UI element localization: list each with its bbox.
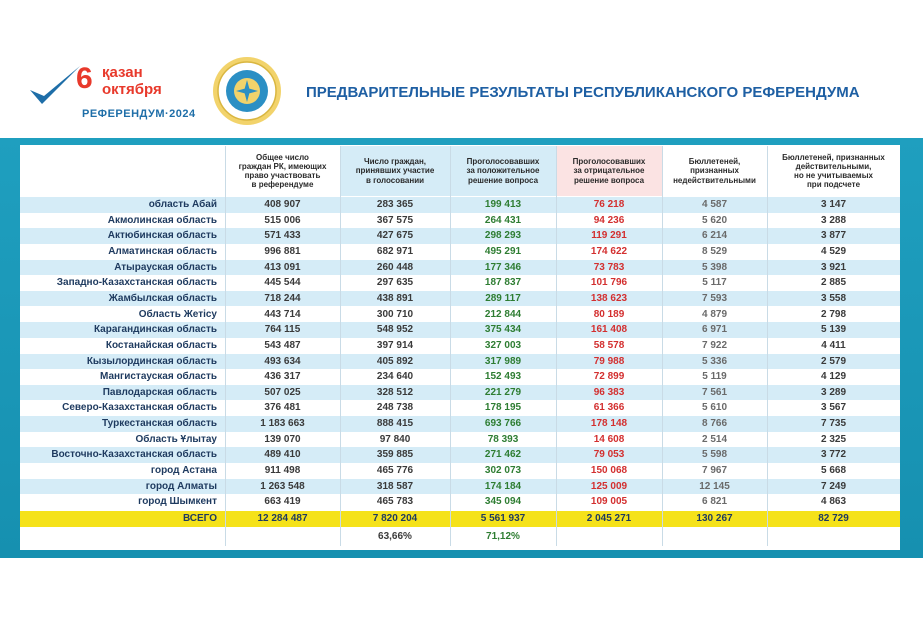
table-row <box>20 369 900 385</box>
column-header-line: право участвовать <box>244 171 321 180</box>
cell-col-2: 7 820 204 <box>372 513 418 524</box>
cell-col-3: 5 561 937 <box>480 513 526 524</box>
cell-col-3: 298 293 <box>484 230 522 242</box>
cell-col-3: 177 346 <box>484 261 522 273</box>
cell-col-4: 2 045 271 <box>586 513 632 524</box>
region-name: Мангистауская область <box>100 371 217 383</box>
total-label: ВСЕГО <box>182 513 217 524</box>
cell-col-4: 150 068 <box>590 465 628 477</box>
cell-col-3: 212 844 <box>484 308 522 320</box>
cell-col-4: 138 623 <box>590 292 628 304</box>
cell-col-1: 911 498 <box>264 465 301 477</box>
cell-col-5: 7 922 <box>701 339 728 351</box>
cell-col-1: 571 433 <box>264 230 301 242</box>
logo-line1: қазан <box>102 64 143 81</box>
cell-col-4: 61 366 <box>593 402 625 414</box>
cell-col-4: 58 578 <box>593 339 625 351</box>
table-row <box>20 400 900 416</box>
total-row <box>20 511 900 527</box>
region-name: Северо-Казахстанская область <box>62 402 217 414</box>
cell-col-3: 199 413 <box>484 199 522 210</box>
cell-col-2: 397 914 <box>376 339 414 351</box>
cell-col-1: 443 714 <box>264 308 301 320</box>
cell-col-4: 73 783 <box>593 261 625 273</box>
region-name: Жамбылская область <box>108 292 217 304</box>
column-header-line: недействительными <box>673 175 756 185</box>
cell-col-5: 2 514 <box>701 433 728 445</box>
cell-col-3: 152 493 <box>484 371 522 383</box>
table-row <box>20 213 900 229</box>
column-header-4 <box>556 146 662 196</box>
cell-col-2: 682 971 <box>376 245 414 257</box>
cell-col-2: 283 365 <box>376 199 414 210</box>
cell-col-1: 1 263 548 <box>260 480 305 492</box>
region-name: Павлодарская область <box>102 386 217 398</box>
cell-col-2: 548 952 <box>376 324 414 336</box>
logo-number: 6 <box>76 62 93 95</box>
region-name: Акмолинская область <box>107 214 217 226</box>
region-name: Туркестанская область <box>101 418 217 430</box>
cell-col-4: 178 148 <box>590 418 628 430</box>
table-row <box>20 322 900 338</box>
cell-col-6: 82 729 <box>818 513 849 524</box>
cell-col-6: 3 289 <box>820 386 847 398</box>
table-row <box>20 432 900 448</box>
region-name: Область Ұлытау <box>135 433 217 445</box>
column-header-line: Проголосовавших <box>572 157 646 167</box>
table-row <box>20 416 900 432</box>
cell-col-3: 375 434 <box>484 324 522 336</box>
cell-col-3: 271 462 <box>484 449 522 461</box>
cell-col-5: 7 593 <box>701 292 728 304</box>
cell-col-5: 7 967 <box>701 465 728 477</box>
cell-col-6: 5 139 <box>820 324 847 336</box>
cell-col-2: 318 587 <box>376 480 414 492</box>
cell-col-6: 4 129 <box>820 371 847 383</box>
cell-col-5: 130 267 <box>696 513 733 524</box>
cell-col-6: 3 772 <box>820 449 847 461</box>
cell-col-4: 76 218 <box>593 199 625 210</box>
cell-col-6: 5 668 <box>820 465 847 477</box>
cell-col-2: 465 783 <box>376 496 414 508</box>
cell-col-1: 996 881 <box>264 245 301 257</box>
region-name: Атырауская область <box>114 261 217 273</box>
column-divider <box>767 146 768 546</box>
cell-col-5: 4 879 <box>701 308 728 320</box>
cell-col-4: 94 236 <box>593 214 625 226</box>
column-header-line: за отрицательное <box>573 166 645 176</box>
cell-col-1: 376 481 <box>264 402 301 414</box>
cell-col-4: 101 796 <box>590 277 628 289</box>
percent-row <box>20 529 900 545</box>
region-name: Карагандинская область <box>93 324 217 336</box>
cell-col-3: 221 279 <box>484 386 522 398</box>
column-divider <box>662 146 663 546</box>
cell-col-1: 493 634 <box>264 355 301 367</box>
table-row <box>20 291 900 307</box>
cell-col-2: 888 415 <box>376 418 414 430</box>
region-name: Алматинская область <box>108 245 217 257</box>
column-header-1 <box>225 146 340 196</box>
column-header-line: но не учитываемых <box>793 171 873 180</box>
cell-col-2: 248 738 <box>376 402 414 414</box>
cell-col-4: 109 005 <box>590 496 628 508</box>
cell-col-3: 495 291 <box>484 245 522 257</box>
column-header-line: Бюллетеней, признанных <box>782 152 885 162</box>
cell-col-2: 97 840 <box>379 433 411 445</box>
cell-col-4: 79 988 <box>593 355 625 367</box>
cell-col-1: 489 410 <box>264 449 301 461</box>
cell-col-2: 234 640 <box>376 371 414 383</box>
cell-col-2: 438 891 <box>376 292 414 304</box>
turnout-percent: 63,66% <box>378 531 412 542</box>
cell-col-4: 161 408 <box>590 324 628 336</box>
region-name: Область Жетісу <box>138 308 217 320</box>
cell-col-4: 79 053 <box>593 449 625 461</box>
cell-col-2: 300 710 <box>376 308 414 320</box>
column-header-line: решение вопроса <box>467 175 539 185</box>
cell-col-6: 2 885 <box>820 277 847 289</box>
cell-col-6: 3 288 <box>820 214 847 226</box>
cell-col-1: 764 115 <box>264 324 301 336</box>
cell-col-3: 264 431 <box>484 214 522 226</box>
cell-col-6: 7 249 <box>820 480 847 492</box>
cell-col-4: 174 622 <box>590 245 628 257</box>
table-row <box>20 275 900 291</box>
cell-col-1: 1 183 663 <box>260 418 305 430</box>
cell-col-6: 4 863 <box>820 496 847 508</box>
cell-col-1: 445 544 <box>264 277 301 289</box>
cell-col-6: 3 558 <box>820 292 847 304</box>
cell-col-5: 5 117 <box>702 277 727 289</box>
cell-col-6: 3 147 <box>820 199 847 210</box>
cell-col-5: 4 587 <box>701 199 728 210</box>
commission-emblem-icon <box>212 56 282 126</box>
cell-col-6: 3 877 <box>820 230 847 242</box>
table-row <box>20 447 900 463</box>
cell-col-5: 12 145 <box>699 480 730 492</box>
region-name: город Шымкент <box>138 496 217 508</box>
column-header-5 <box>662 146 767 196</box>
cell-col-3: 317 989 <box>484 355 522 367</box>
table-row <box>20 307 900 323</box>
cell-col-3: 302 073 <box>484 465 522 477</box>
column-header-line: действительными, <box>795 161 872 171</box>
cell-col-2: 297 635 <box>376 277 414 289</box>
cell-col-6: 2 325 <box>820 433 847 445</box>
cell-col-5: 8 766 <box>701 418 728 430</box>
cell-col-5: 6 971 <box>701 324 728 336</box>
column-header-line: решение вопроса <box>573 175 645 185</box>
cell-col-1: 12 284 487 <box>257 513 308 524</box>
cell-col-1: 408 907 <box>264 199 301 210</box>
cell-col-3: 289 117 <box>485 292 521 304</box>
cell-col-2: 427 675 <box>376 230 414 242</box>
column-header-line: признанных <box>690 166 739 176</box>
cell-col-6: 2 798 <box>820 308 847 320</box>
cell-col-3: 178 195 <box>484 402 522 414</box>
column-divider <box>225 146 226 546</box>
table-row <box>20 244 900 260</box>
region-name: область Абай <box>148 199 217 210</box>
column-header-line: Число граждан, <box>364 157 426 167</box>
cell-col-3: 345 094 <box>484 496 522 508</box>
table-row <box>20 479 900 495</box>
column-divider <box>556 146 557 546</box>
cell-col-6: 4 529 <box>820 245 847 257</box>
cell-col-5: 5 398 <box>701 261 728 273</box>
cell-col-1: 139 070 <box>264 433 301 445</box>
cell-col-3: 174 184 <box>484 480 522 492</box>
region-name: Костанайская область <box>105 339 217 351</box>
cell-col-5: 5 119 <box>702 371 727 383</box>
region-name: Актюбинская область <box>107 230 217 242</box>
column-header-line: при подсчете <box>806 180 861 190</box>
cell-col-6: 3 567 <box>820 402 847 414</box>
column-header-line: за положительное <box>466 166 540 176</box>
cell-col-2: 367 575 <box>376 214 414 226</box>
cell-col-1: 436 317 <box>264 371 301 383</box>
column-header-6 <box>767 146 900 196</box>
cell-col-3: 78 393 <box>487 433 519 445</box>
cell-col-1: 543 487 <box>264 339 301 351</box>
cell-col-1: 663 419 <box>264 496 301 508</box>
checkmark-icon <box>28 64 82 110</box>
cell-col-1: 507 025 <box>264 386 301 398</box>
cell-col-2: 359 885 <box>376 449 414 461</box>
cell-col-2: 405 892 <box>376 355 414 367</box>
cell-col-6: 3 921 <box>820 261 847 273</box>
table-row <box>20 354 900 370</box>
cell-col-1: 515 006 <box>264 214 301 226</box>
cell-col-4: 96 383 <box>593 386 625 398</box>
cell-col-6: 7 735 <box>820 418 847 430</box>
table-row <box>20 260 900 276</box>
yes-percent: 71,12% <box>486 531 520 542</box>
table-row <box>20 494 900 510</box>
column-header-line: в референдуме <box>251 180 314 190</box>
region-name: город Алматы <box>145 480 217 492</box>
cell-col-4: 119 291 <box>591 230 627 242</box>
cell-col-1: 718 244 <box>264 292 301 304</box>
column-divider <box>340 146 341 546</box>
table-row <box>20 463 900 479</box>
cell-col-6: 2 579 <box>820 355 847 367</box>
cell-col-4: 125 009 <box>590 480 628 492</box>
cell-col-1: 413 091 <box>264 261 301 273</box>
cell-col-6: 4 411 <box>821 339 846 351</box>
region-name: Восточно-Казахстанская область <box>51 449 217 461</box>
logo-line2: октября <box>102 81 162 98</box>
cell-col-5: 5 336 <box>701 355 728 367</box>
column-divider <box>450 146 451 546</box>
header <box>0 38 923 138</box>
cell-col-5: 5 610 <box>701 402 728 414</box>
column-header-line: Общее число <box>256 152 309 162</box>
region-name: город Астана <box>150 465 217 477</box>
logo-subtitle: РЕФЕРЕНДУМ·2024 <box>82 108 196 120</box>
cell-col-5: 8 529 <box>701 245 728 257</box>
table-row <box>20 197 900 213</box>
cell-col-2: 465 776 <box>376 465 414 477</box>
column-header-line: принявших участие <box>355 166 435 176</box>
column-header-line: в голосовании <box>365 175 425 185</box>
cell-col-2: 328 512 <box>376 386 414 398</box>
region-name: Западно-Казахстанская область <box>56 277 217 289</box>
cell-col-5: 6 821 <box>701 496 728 508</box>
column-header-line: Проголосовавших <box>466 157 540 167</box>
page-title: ПРЕДВАРИТЕЛЬНЫЕ РЕЗУЛЬТАТЫ РЕСПУБЛИКАНСКОГО РЕФЕРЕНДУМА <box>306 84 860 101</box>
table-row <box>20 228 900 244</box>
cell-col-4: 72 899 <box>593 371 625 383</box>
column-header-3 <box>450 146 556 196</box>
column-header-line: граждан РК, имеющих <box>238 161 327 171</box>
cell-col-4: 80 189 <box>593 308 625 320</box>
table-row <box>20 385 900 401</box>
cell-col-4: 14 608 <box>593 433 625 445</box>
cell-col-3: 327 003 <box>484 339 522 351</box>
cell-col-5: 6 214 <box>701 230 728 242</box>
table-row <box>20 338 900 354</box>
column-header-line: Бюллетеней, <box>688 157 741 167</box>
column-header-2 <box>340 146 450 196</box>
cell-col-3: 187 837 <box>484 277 522 289</box>
cell-col-5: 5 598 <box>701 449 728 461</box>
cell-col-5: 7 561 <box>701 386 728 398</box>
cell-col-2: 260 448 <box>376 261 414 273</box>
cell-col-3: 693 766 <box>484 418 522 430</box>
region-name: Кызылординская область <box>86 355 217 367</box>
cell-col-5: 5 620 <box>701 214 728 226</box>
